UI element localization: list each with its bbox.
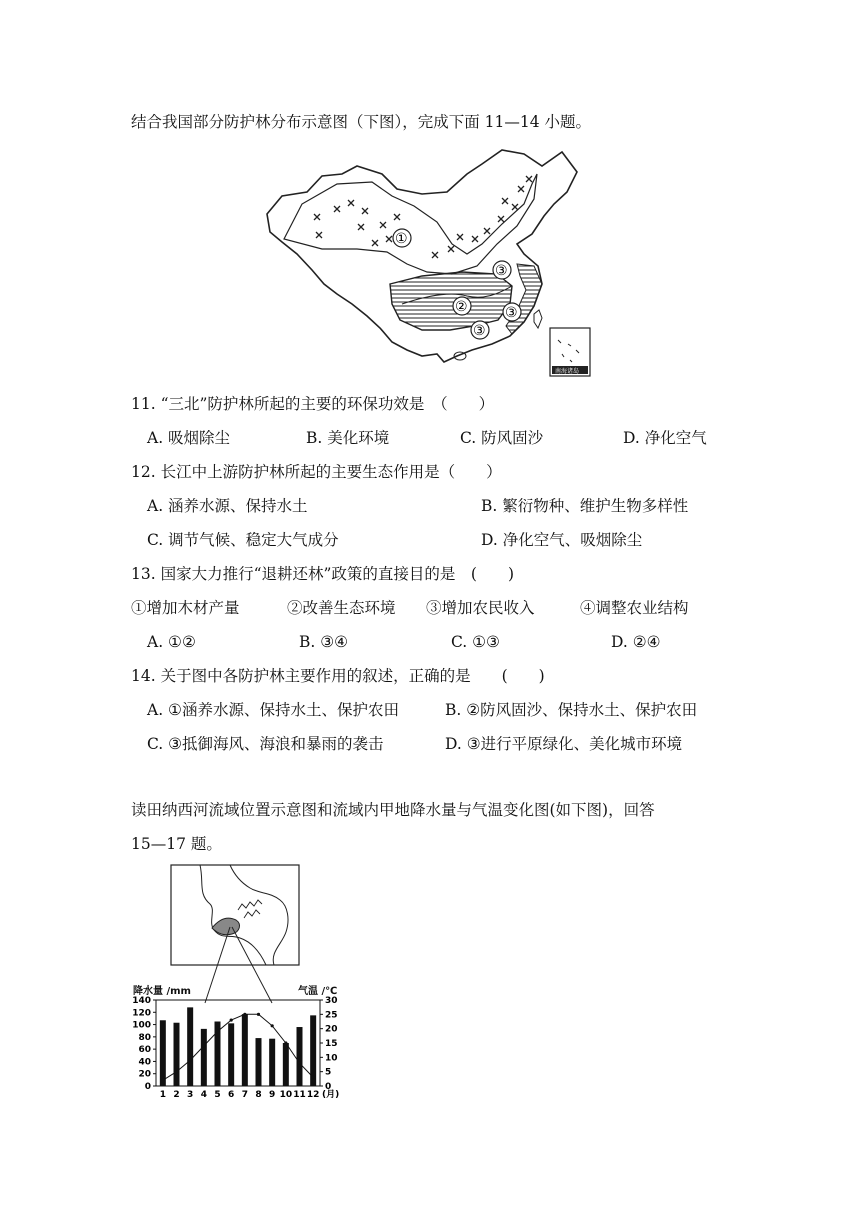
map-label-1: ① xyxy=(395,231,408,247)
q13-stem: 13. 国家大力推行“退耕还林”政策的直接目的是 ( ) xyxy=(131,565,515,583)
q13-option-c: C. ①③ xyxy=(451,633,500,651)
temperature-point-7 xyxy=(243,1013,246,1016)
q11-option-a: A. 吸烟除尘 xyxy=(147,429,231,447)
q14-option-c: C. ③抵御海风、海浪和暴雨的袭击 xyxy=(147,735,384,753)
map-label-3b: ③ xyxy=(505,305,518,321)
left-tick-label: 80 xyxy=(138,1032,151,1043)
right-tick-label: 30 xyxy=(325,996,338,1006)
q11-option-d: D. 净化空气 xyxy=(623,429,707,447)
temperature-point-11 xyxy=(298,1061,301,1064)
q13-statement-4: ④调整农业结构 xyxy=(580,599,689,617)
temperature-point-2 xyxy=(175,1070,178,1073)
precip-bar-7 xyxy=(242,1014,248,1086)
q12-option-b: B. 繁衍物种、维护生物多样性 xyxy=(481,497,689,515)
q13-option-b: B. ③④ xyxy=(299,633,349,651)
right-tick-label: 5 xyxy=(325,1067,332,1078)
climate-chart-left-title: 降水量 /mm xyxy=(133,986,191,997)
q12-stem: 12. 长江中上游防护林所起的主要生态作用是（ ） xyxy=(131,463,502,481)
precip-bar-2 xyxy=(174,1023,180,1086)
x-tick-label: 8 xyxy=(255,1090,262,1100)
temperature-line xyxy=(163,1014,313,1080)
temperature-point-6 xyxy=(230,1018,233,1021)
intro2-line2: 15—17 题。 xyxy=(131,835,222,853)
climate-chart-right-title: 气温 /℃ xyxy=(298,986,338,997)
x-tick-label: 7 xyxy=(241,1090,248,1100)
right-tick-label: 25 xyxy=(325,1010,338,1021)
x-tick-label: 10 xyxy=(279,1090,293,1100)
q13-option-a: A. ①② xyxy=(147,633,196,651)
left-tick-label: 40 xyxy=(138,1057,151,1068)
right-tick-label: 0 xyxy=(325,1082,332,1092)
left-tick-label: 120 xyxy=(132,1008,151,1019)
q14-option-d: D. ③进行平原绿化、美化城市环境 xyxy=(445,735,683,753)
temperature-point-3 xyxy=(189,1059,192,1062)
q12-option-c: C. 调节气候、稳定大气成分 xyxy=(147,531,339,549)
x-tick-label: 6 xyxy=(228,1090,235,1100)
map-label-3a: ③ xyxy=(495,263,508,279)
temperature-point-4 xyxy=(202,1044,205,1047)
precip-bar-11 xyxy=(297,1027,303,1086)
precip-bar-1 xyxy=(160,1020,166,1086)
temperature-point-5 xyxy=(216,1030,219,1033)
right-tick-label: 20 xyxy=(325,1024,338,1035)
intro-text: 结合我国部分防护林分布示意图（下图），完成下面 11—14 小题。 xyxy=(131,113,592,131)
x-tick-label: 11 xyxy=(293,1090,306,1100)
precip-bar-3 xyxy=(187,1007,193,1086)
q13-option-d: D. ②④ xyxy=(611,633,661,651)
temperature-point-9 xyxy=(271,1024,274,1027)
q11-option-b: B. 美化环境 xyxy=(306,429,390,447)
precip-bar-6 xyxy=(228,1023,234,1086)
x-tick-label: 9 xyxy=(269,1090,276,1100)
precip-bar-4 xyxy=(201,1029,207,1086)
left-tick-label: 140 xyxy=(132,996,151,1006)
x-tick-label: 4 xyxy=(200,1090,207,1100)
zoom-connector xyxy=(200,925,280,1005)
temperature-point-8 xyxy=(257,1013,260,1016)
precip-bar-10 xyxy=(283,1043,289,1086)
x-tick-label: 1 xyxy=(159,1090,166,1100)
intro2-line1: 读田纳西河流域位置示意图和流域内甲地降水量与气温变化图(如下图)，回答 xyxy=(131,801,655,819)
temperature-point-1 xyxy=(161,1079,164,1082)
x-tick-label: 5 xyxy=(214,1090,221,1100)
q11-option-c: C. 防风固沙 xyxy=(460,429,544,447)
q14-option-a: A. ①涵养水源、保持水土、保护农田 xyxy=(147,701,399,719)
x-tick-label: 12 xyxy=(306,1090,320,1100)
precip-bar-8 xyxy=(256,1038,262,1086)
x-tick-label: 3 xyxy=(187,1090,194,1100)
temperature-point-10 xyxy=(284,1041,287,1044)
map-label-3c: ③ xyxy=(473,323,486,339)
left-tick-label: 60 xyxy=(138,1045,151,1056)
plot-frame xyxy=(156,1000,320,1086)
q12-option-a: A. 涵养水源、保持水土 xyxy=(147,497,308,515)
left-tick-label: 100 xyxy=(132,1020,151,1031)
q14-stem: 14. 关于图中各防护林主要作用的叙述，正确的是 ( ) xyxy=(131,667,545,685)
q13-statement-3: ③增加农民收入 xyxy=(426,599,535,617)
q12-option-d: D. 净化空气、吸烟除尘 xyxy=(481,531,643,549)
right-tick-label: 15 xyxy=(325,1039,338,1049)
cross-markers xyxy=(314,176,532,258)
right-tick-label: 10 xyxy=(325,1053,338,1064)
precip-bar-9 xyxy=(269,1039,275,1086)
q13-statement-1: ①增加木材产量 xyxy=(131,599,240,617)
climate-chart xyxy=(128,994,358,1106)
q11-stem: 11. “三北”防护林所起的主要的环保功效是 （ ） xyxy=(131,395,495,413)
map-label-2: ② xyxy=(455,299,468,315)
inset-label: 南海诸岛 xyxy=(555,368,580,375)
q13-statement-2: ②改善生态环境 xyxy=(287,599,396,617)
temperature-point-12 xyxy=(312,1076,315,1079)
left-tick-label: 0 xyxy=(144,1082,151,1092)
q14-option-b: B. ②防风固沙、保持水土、保护农田 xyxy=(445,701,698,719)
x-unit-label: (月) xyxy=(322,1090,340,1100)
left-tick-label: 20 xyxy=(138,1069,151,1080)
china-shelterbelt-map xyxy=(262,144,597,380)
x-tick-label: 2 xyxy=(173,1090,180,1100)
